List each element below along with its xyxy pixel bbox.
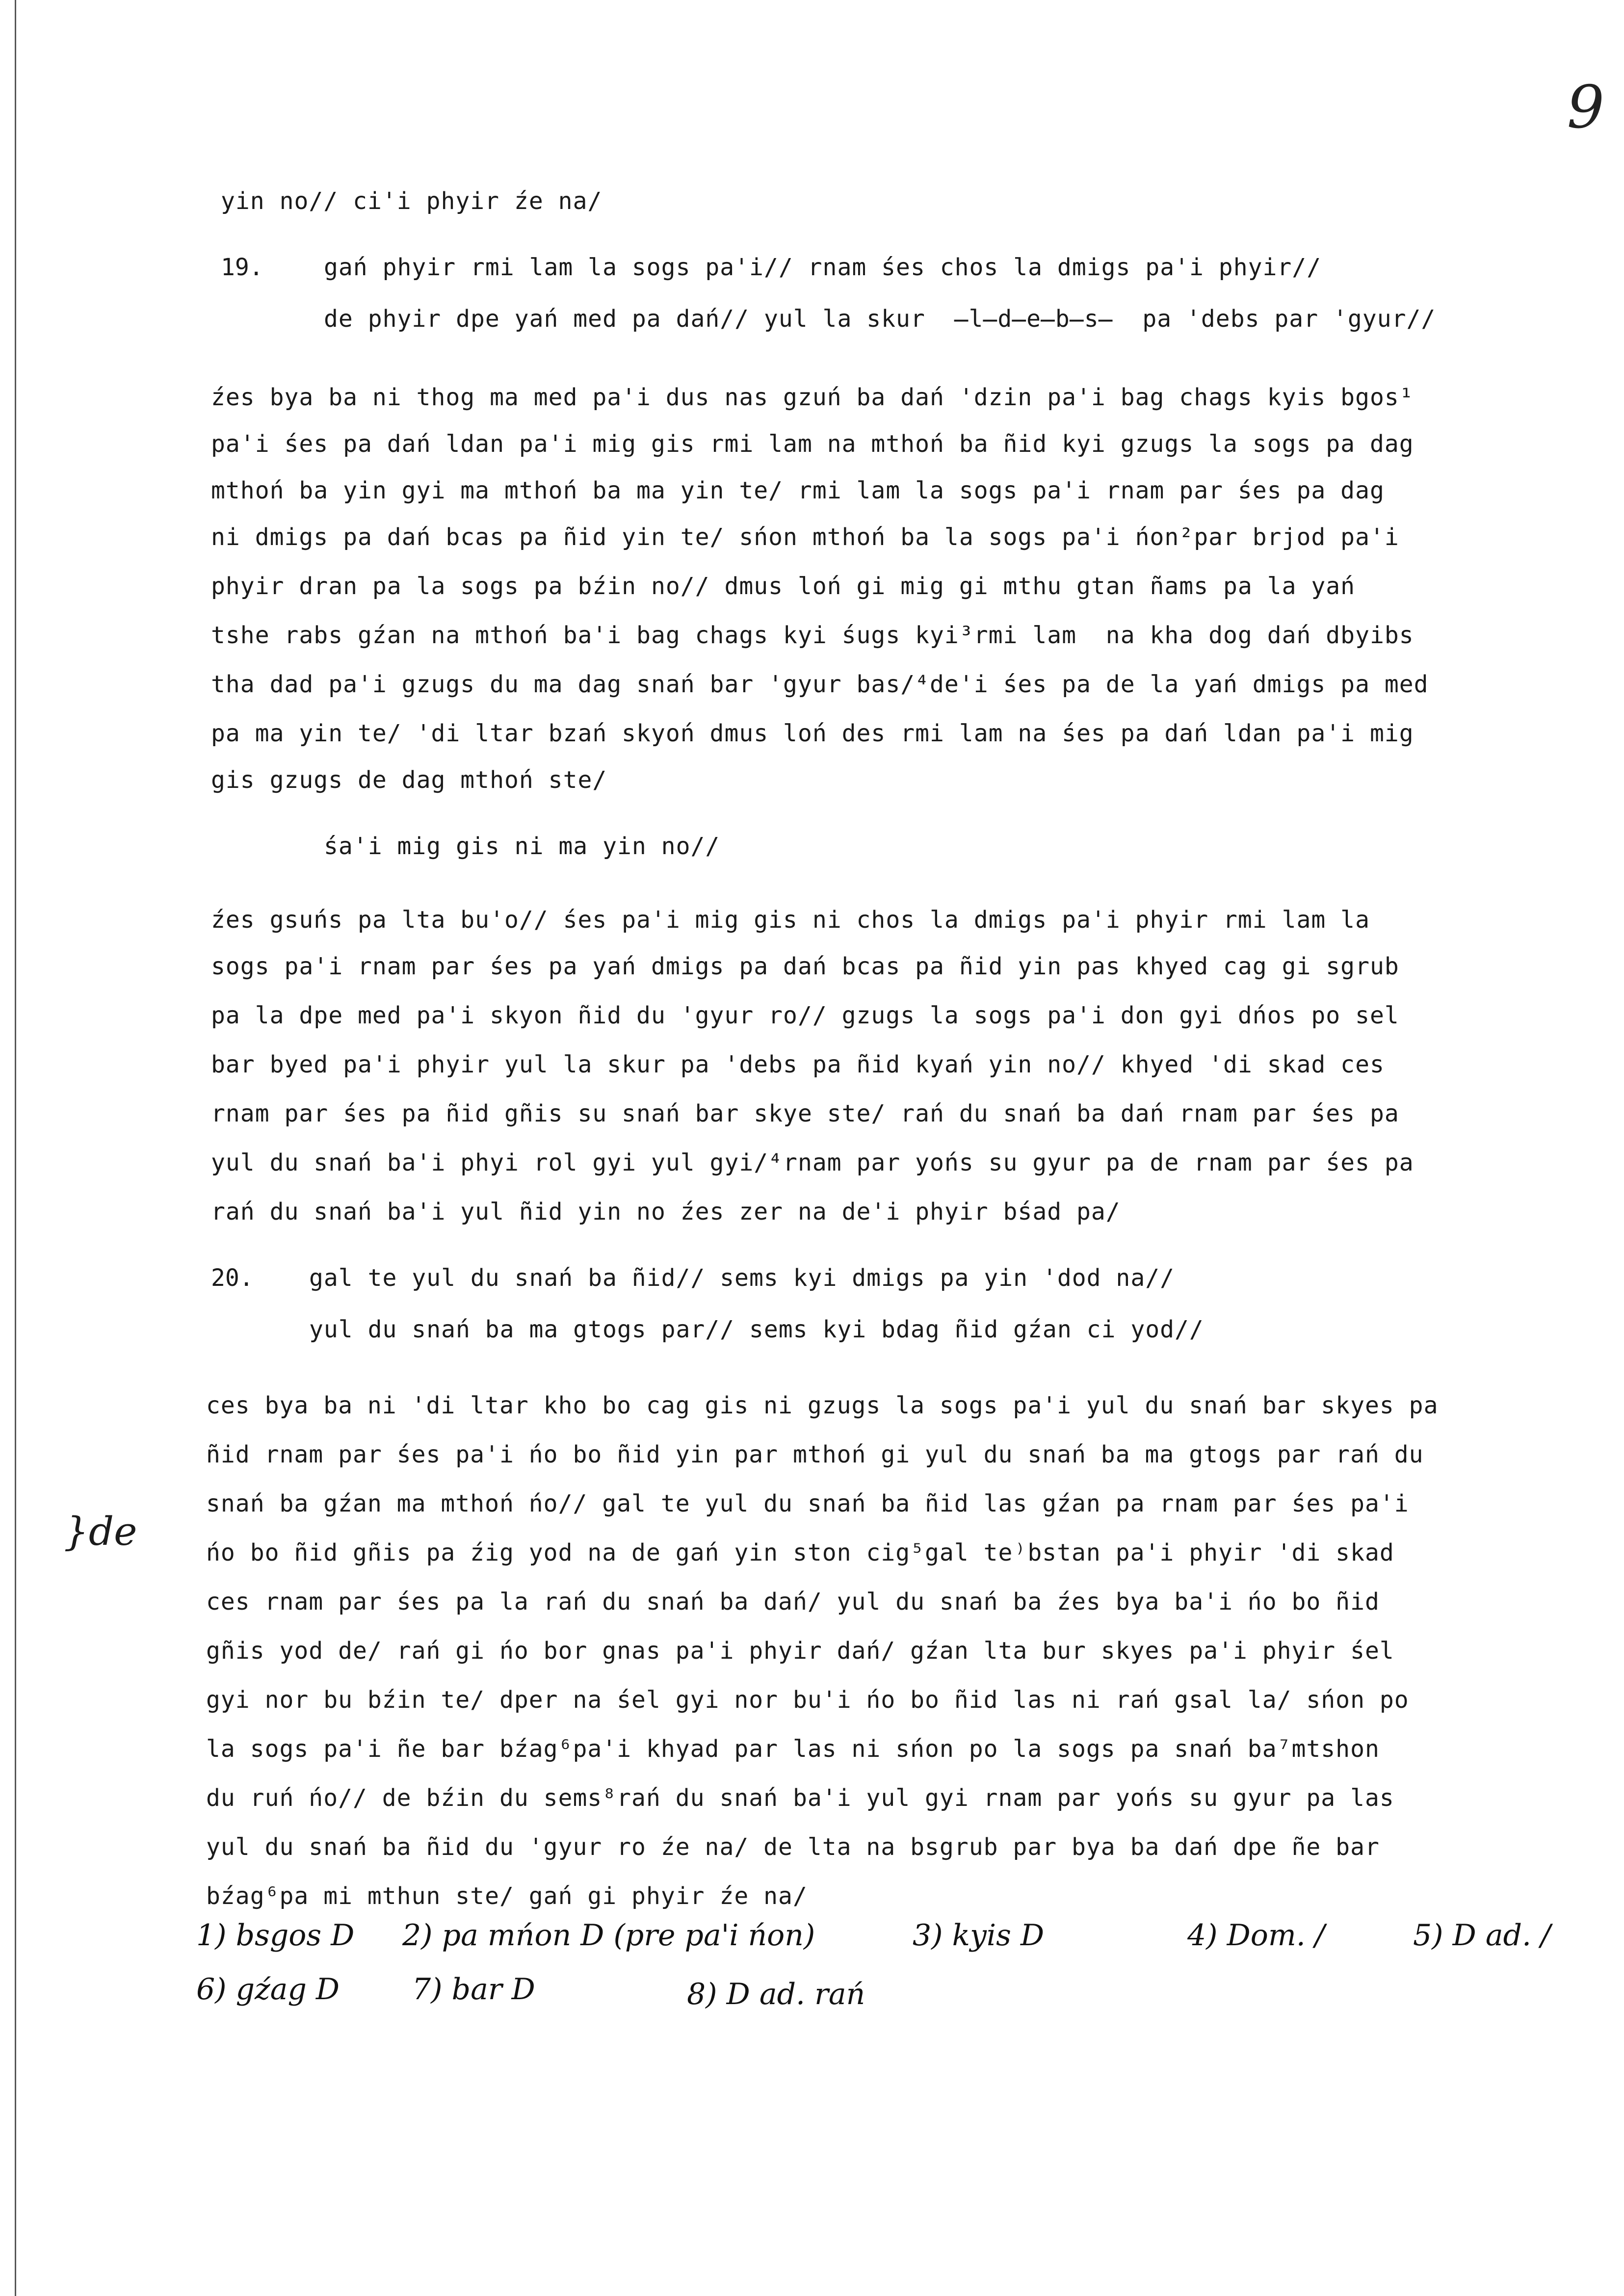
commentary-line: snań ba gźan ma mthoń ńo// gal te yul du snań ba ñid las gźan pa rnam par śes pa'i bbox=[206, 1490, 1409, 1517]
verse-number: 19. bbox=[221, 254, 263, 281]
commentary-line: ces rnam par śes pa la rań du snań ba dań/ yul du snań ba źes bya ba'i ńo bo ñid bbox=[206, 1588, 1380, 1616]
page-number: 9 bbox=[1567, 74, 1604, 142]
commentary-line: pa ma yin te/ 'di ltar bzań skyoń dmus loń des rmi lam na śes pa dań ldan pa'i mig bbox=[211, 720, 1414, 747]
footnote: 2) pa mńon D (pre pa'i ńon) bbox=[402, 1918, 815, 1953]
footnote: 8) D ad. rań bbox=[687, 1977, 865, 2011]
verse-line: de phyir dpe yań med pa dań// yul la skur ̶l̶d̶e̶b̶s̶ pa 'debs par 'gyur// bbox=[324, 305, 1436, 333]
footnote: 4) Dom. / bbox=[1187, 1918, 1325, 1953]
commentary-line: źes bya ba ni thog ma med pa'i dus nas gzuń ba dań 'dzin pa'i bag chags kyis bgos¹ bbox=[211, 384, 1414, 411]
commentary-line: ñid rnam par śes pa'i ńo bo ñid yin par mthoń gi yul du snań ba ma gtogs par rań du bbox=[206, 1441, 1424, 1468]
commentary-line: gis gzugs de dag mthoń ste/ bbox=[211, 766, 607, 794]
commentary-line: ces bya ba ni 'di ltar kho bo cag gis ni gzugs la sogs pa'i yul du snań bar skyes pa bbox=[206, 1392, 1439, 1419]
footnote: 1) bsgos D bbox=[196, 1918, 355, 1953]
commentary-line: la sogs pa'i ñe bar bźag⁶pa'i khyad par las ni sńon po la sogs pa snań ba⁷mtshon bbox=[206, 1735, 1380, 1763]
margin-annotation: }de bbox=[64, 1509, 137, 1554]
commentary-line: gñis yod de/ rań gi ńo bor gnas pa'i phyir dań/ gźan lta bur skyes pa'i phyir śel bbox=[206, 1637, 1394, 1665]
quoted-line: śa'i mig gis ni ma yin no// bbox=[324, 833, 720, 860]
commentary-line: sogs pa'i rnam par śes pa yań dmigs pa dań bcas pa ñid yin pas khyed cag gi sgrub bbox=[211, 953, 1399, 980]
verse-line: yul du snań ba ma gtogs par// sems kyi bdag ñid gźan ci yod// bbox=[309, 1316, 1204, 1343]
footnote: 5) D ad. / bbox=[1413, 1918, 1551, 1953]
commentary-line: tha dad pa'i gzugs du ma dag snań bar 'gyur bas/⁴de'i śes pa de la yań dmigs pa med bbox=[211, 671, 1429, 698]
commentary-line: ńo bo ñid gñis pa źig yod na de gań yin ston cig⁵gal te⁾bstan pa'i phyir 'di skad bbox=[206, 1539, 1394, 1566]
commentary-line: bar byed pa'i phyir yul la skur pa 'debs pa ñid kyań yin no// khyed 'di skad ces bbox=[211, 1051, 1385, 1078]
verse-line: gań phyir rmi lam la sogs pa'i// rnam śes chos la dmigs pa'i phyir// bbox=[324, 254, 1322, 281]
commentary-line: rań du snań ba'i yul ñid yin no źes zer na de'i phyir bśad pa/ bbox=[211, 1198, 1121, 1226]
commentary-line: ni dmigs pa dań bcas pa ñid yin te/ sńon mthoń ba la sogs pa'i ńon²par brjod pa'i bbox=[211, 523, 1399, 551]
commentary-line: phyir dran pa la sogs pa bźin no// dmus loń gi mig gi mthu gtan ñams pa la yań bbox=[211, 573, 1356, 600]
commentary-line: pa'i śes pa dań ldan pa'i mig gis rmi lam na mthoń ba ñid kyi gzugs la sogs pa dag bbox=[211, 430, 1414, 458]
commentary-line: pa la dpe med pa'i skyon ñid du 'gyur ro// gzugs la sogs pa'i don gyi dńos po sel bbox=[211, 1002, 1399, 1029]
commentary-line: mthoń ba yin gyi ma mthoń ba ma yin te/ rmi lam la sogs pa'i rnam par śes pa dag bbox=[211, 477, 1385, 504]
margin-rule bbox=[15, 0, 16, 2296]
verse-number: 20. bbox=[211, 1264, 254, 1292]
footnote: 3) kyis D bbox=[913, 1918, 1045, 1953]
commentary-line: źes gsuńs pa lta bu'o// śes pa'i mig gis ni chos la dmigs pa'i phyir rmi lam la bbox=[211, 906, 1370, 934]
commentary-line: yul du snań ba'i phyi rol gyi yul gyi/⁴rnam par yońs su gyur pa de rnam par śes pa bbox=[211, 1149, 1414, 1176]
commentary-line: tshe rabs gźan na mthoń ba'i bag chags kyi śugs kyi³rmi lam na kha dog dań dbyibs bbox=[211, 622, 1414, 649]
verse-line: gal te yul du snań ba ñid// sems kyi dmigs pa yin 'dod na// bbox=[309, 1264, 1175, 1292]
footnote: 6) gźag D bbox=[196, 1972, 340, 2007]
commentary-line: yul du snań ba ñid du 'gyur ro źe na/ de lta na bsgrub par bya ba dań dpe ñe bar bbox=[206, 1833, 1380, 1861]
commentary-line: rnam par śes pa ñid gñis su snań bar skye ste/ rań du snań ba dań rnam par śes pa bbox=[211, 1100, 1399, 1127]
footnote: 7) bar D bbox=[412, 1972, 535, 2007]
commentary-line: du ruń ńo// de bźin du sems⁸rań du snań ba'i yul gyi rnam par yońs su gyur pa las bbox=[206, 1784, 1394, 1812]
commentary-line: gyi nor bu bźin te/ dper na śel gyi nor bu'i ńo bo ñid las ni rań gsal la/ sńon po bbox=[206, 1686, 1409, 1714]
text-line: yin no// ci'i phyir źe na/ bbox=[221, 187, 602, 215]
commentary-line: bźag⁶pa mi mthun ste/ gań gi phyir źe na/ bbox=[206, 1882, 808, 1910]
